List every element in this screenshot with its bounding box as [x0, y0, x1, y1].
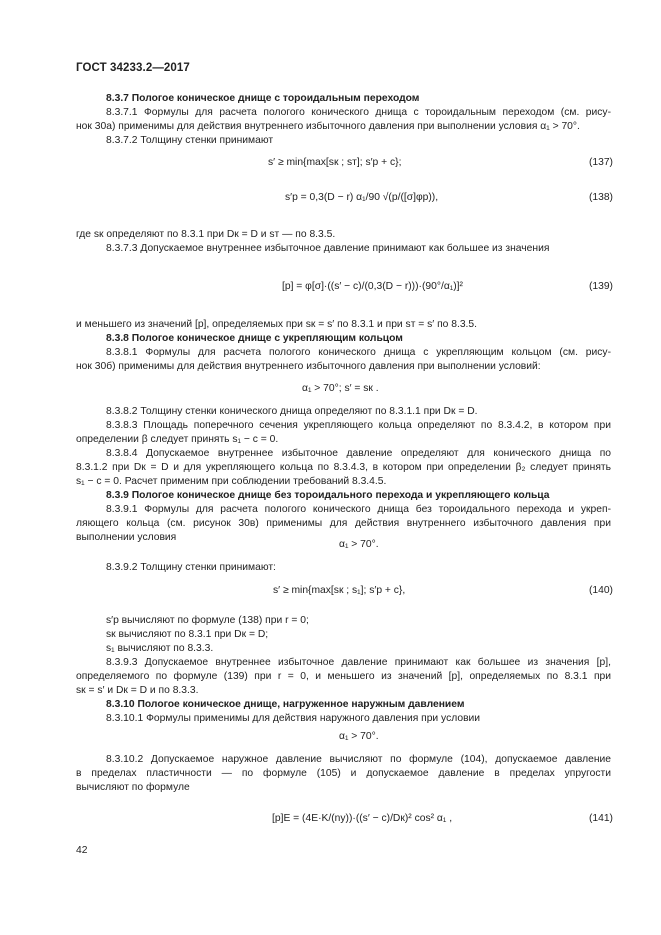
formula-number-138: (138) [588, 192, 613, 203]
section-heading-8-3-7: 8.3.7 Пологое коническое днище с тороидальным переходом [106, 93, 420, 104]
paragraph-line: 8.3.8.1 Формулы для расчета пологого конического днища с укрепляющим кольцом (см. рису- [106, 347, 611, 358]
formula-number-141: (141) [588, 813, 613, 824]
list-item: sк вычисляют по 8.3.1 при Dк = D; [106, 629, 269, 640]
paragraph-line: 8.3.8.3 Площадь поперечного сечения укрепляющего кольца определяют по 8.3.4.2, в котором при [106, 420, 611, 431]
paragraph-line: 8.3.10.1 Формулы применимы для действия наружного давления при условии [106, 713, 481, 724]
paragraph-line: где sк определяют по 8.3.1 при Dк = D и sт — по 8.3.5. [76, 229, 336, 240]
condition-8-3-8: α₁ > 70°; s′ = sк . [302, 383, 379, 394]
paragraph-line: sк = s′ и Dк = D и по 8.3.3. [76, 685, 199, 696]
paragraph-line: 8.3.8.4 Допускаемое внутреннее избыточное давление определяют для конического днища по [106, 448, 611, 459]
formula-140: s′ ≥ min{max[sк ; s₁]; s′р + c}, [273, 585, 406, 596]
paragraph-line: нок 30а) применимы для действия внутреннего избыточного давления при выполнении условия α₁ > 70°. [76, 121, 580, 132]
condition-8-3-9: α₁ > 70°. [339, 539, 379, 550]
paragraph-line: 8.3.9.1 Формулы для расчета пологого конического днища без тороидального перехода и укреп- [106, 504, 611, 515]
paragraph-line: выполнении условия [76, 532, 177, 543]
formula-number-137: (137) [588, 157, 613, 168]
paragraph-line: вычисляют по формуле [76, 782, 190, 793]
paragraph-line: ляющего кольца (см. рисунок 30в) применимы для действия внутреннего избыточного давления при [76, 518, 611, 529]
paragraph-line: и меньшего из значений [p], определяемых при sк = s′ по 8.3.1 и при sт = s′ по 8.3.5. [76, 319, 478, 330]
section-heading-8-3-9: 8.3.9 Пологое коническое днище без тороидального перехода и укрепляющего кольца [106, 490, 550, 501]
paragraph-line: 8.3.10.2 Допускаемое наружное давление вычисляют по формуле (104), допускаемое давление [106, 754, 611, 765]
formula-141: [p]E = (4E·K/(ny))·((s′ − c)/Dк)² cos² α₁ , [272, 813, 453, 824]
paragraph-line: в пределах пластичности — по формуле (105) и допускаемое давление в пределах упругости [76, 768, 611, 779]
paragraph-line: 8.3.7.2 Толщину стенки принимают [106, 135, 274, 146]
page-number: 42 [76, 845, 88, 856]
document-header: ГОСТ 34233.2—2017 [76, 62, 190, 74]
paragraph-line: 8.3.1.2 при Dк = D и для укрепляющего кольца по 8.3.4.3, в котором при определении β₂ следует принять [76, 462, 611, 473]
paragraph-line: 8.3.7.3 Допускаемое внутреннее избыточное давление принимают как большее из значения [106, 243, 550, 254]
section-heading-8-3-8: 8.3.8 Пологое коническое днище с укрепляющим кольцом [106, 333, 403, 344]
paragraph-line: 8.3.8.2 Толщину стенки конического днища определяют по 8.3.1.1 при Dк = D. [106, 406, 478, 417]
formula-number-139: (139) [588, 281, 613, 292]
paragraph-line: нок 30б) применимы для действия внутреннего избыточного давления при выполнении условий: [76, 361, 541, 372]
formula-number-140: (140) [588, 585, 613, 596]
paragraph-line: определяемого по формуле (139) при r = 0, и меньшего из значений [p], определяемых по 8.3.1 при [76, 671, 611, 682]
paragraph-line: определении β следует принять s₁ − c = 0. [76, 434, 279, 445]
paragraph-line: s₁ − c = 0. Расчет применим при соблюдении требований 8.3.4.5. [76, 476, 387, 487]
paragraph-line: 8.3.9.2 Толщину стенки принимают: [106, 562, 276, 573]
list-item: s₁ вычисляют по 8.3.3. [106, 643, 214, 654]
list-item: s′р вычисляют по формуле (138) при r = 0; [106, 615, 309, 626]
formula-137: s′ ≥ min{max[sк ; sт]; s′р + c}; [268, 157, 402, 168]
paragraph-line: 8.3.7.1 Формулы для расчета пологого конического днища с тороидальным переходом (см. рису- [106, 107, 611, 118]
condition-8-3-10: α₁ > 70°. [339, 731, 379, 742]
paragraph-line: 8.3.9.3 Допускаемое внутреннее избыточное давление принимают как большее из значения [p], [106, 657, 611, 668]
formula-138: s′р = 0,3(D − r) α₁/90 √(p/([σ]φр)), [285, 192, 439, 203]
formula-139: [p] = φ[σ]·((s′ − c)/(0,3(D − r)))·(90°/α₁)]² [282, 281, 463, 292]
section-heading-8-3-10: 8.3.10 Пологое коническое днище, нагруженное наружным давлением [106, 699, 465, 710]
